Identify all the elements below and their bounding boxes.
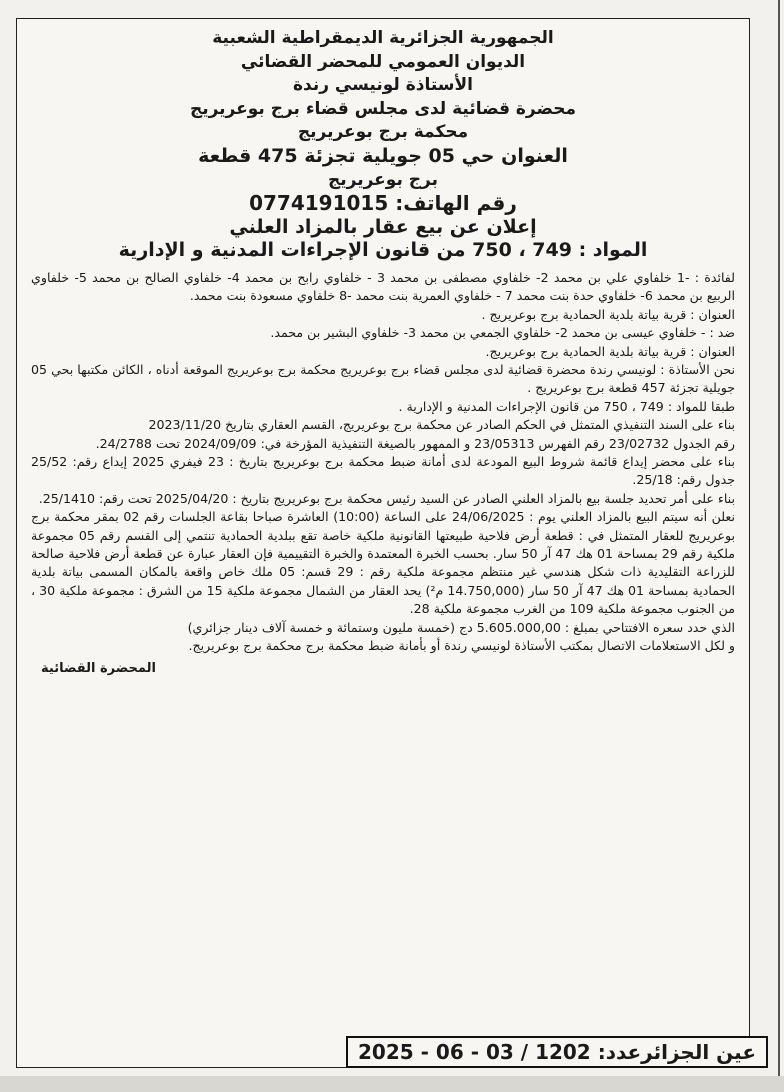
legal-notice-page xyxy=(16,18,750,1068)
notice-title: إعلان عن بيع عقار بالمزاد العلني xyxy=(229,215,537,238)
issue-stamp: عين الجزائرعدد: 1202 / 03 - 06 - 2025 xyxy=(346,1036,768,1068)
bailiff-court: محضرة قضائية لدى مجلس قضاء برج بوعريريج xyxy=(189,98,577,119)
court-name: محكمة برج بوعريريج xyxy=(297,122,469,143)
hearing-order: بناء على أمر تحديد جلسة بيع بالمزاد العلني الصادر عن السيد رئيس محكمة برج بوعريريج بتاريخ : 2025/04/20 تحت رقم: 25/1410. xyxy=(38,490,735,506)
sale-conditions-deposit: بناء على محضر إيداع قائمة شروط البيع المودعة لدى أمانة ضبط محكمة برج بوعريريج بتاريخ : 23 فيفري 2025 إيداع رقم: 25/52 جدول رقم: 25/18. xyxy=(31,454,735,488)
newspaper-footer xyxy=(16,1030,756,1070)
notice-body xyxy=(31,269,735,656)
defendants-address: العنوان : قرية بياتة بلدية الحمادية برج بوعريريج. xyxy=(485,343,735,359)
defendants-paragraph: ضد : - خلفاوي عيسى بن محمد 2- خلفاوي الجمعي بن محمد 3- خلفاوي البشير بن محمد. xyxy=(270,325,735,341)
contact-info: و لكل الاستعلامات الاتصال بمكتب الأستاذة لونيسي رندة أو بأمانة ضبط محكمة برج محكمة برج بوعريريج. xyxy=(188,638,735,654)
judgment-references: رقم الجدول 23/02732 رقم الفهرس 23/05313 و الممهور بالصيغة التنفيذية المؤرخة في: 2024/09/09 تحت 24/2788. xyxy=(95,435,735,451)
office-title: الديوان العمومي للمحضر القضائي xyxy=(240,51,526,72)
page-edge-divider xyxy=(778,0,780,1092)
beneficiaries-paragraph: لفائدة : -1 خلفاوي علي بن محمد 2- خلفاوي مصطفى بن محمد 3 - خلفاوي رابح بن محمد 4- خلفاوي الصالح بن محمد 5- خلفاوي الربيع بن محمد 6- خلفاوي حدة بنت محمد 7 - خلفاوي العمرية بنت محمد -8 خلفاوي مسعودة بنت محمد. xyxy=(31,269,736,304)
sale-announcement: نعلن أنه سيتم البيع بالمزاد العلني يوم : 24/06/2025 على الساعة (10:00) العاشرة صباحا بقاعة الجلسات رقم 02 بمقر محكمة برج بوعريريج للعقار المتمثل في : قطعة أرض فلاحية طبيعتها القانونية ملكية خاصة تقع ببلدية الحمادية تنتمي إلى القسم رقم 05 مجموعة ملكية رقم 29 بمساحة 01 هك 47 آر 50 سار. بحسب الخبرة المعتمدة والخبرة التقييمية فإن العقار عبارة عن قطعة أرض فلاحية صالحة للزراعة التقليدية ذات شكل هندسي غير منتظم مجموعة ملكية رقم : 29 قسم: 05 ملك خاص واقعة بالمكان المسمى بياتة بلدية الحمادية بمساحة 01 هك 47 آر 50 سار (14.750,000 م²) يحد العقار من الشمال مجموعة ملكية 15 من الشرق : مجموعة ملكية 30 ، من الجنوب مجموعة ملكية 109 من الغرب مجموعة ملكية 28. xyxy=(31,509,736,617)
bailiff-statement: نحن الأستاذة : لونيسي رندة محضرة قضائية لدى مجلس قضاء برج بوعريريج محكمة برج بوعريريج الموقعة أدناه ، الكائن مكتبها بحي 05 جويلية تجزئة 457 قطعة برج بوعريريج . xyxy=(31,361,735,396)
bottom-strip xyxy=(0,1076,784,1092)
legal-articles: المواد : 749 ، 750 من قانون الإجراءات المدنية و الإدارية xyxy=(118,239,648,262)
opening-price: الذي حدد سعره الافتتاحي بمبلغ : 5.605.000,00 دج (خمسة مليون وستمائة و خمسة آلاف دينار جزائري) xyxy=(187,619,735,635)
bailiff-name: الأستاذة لونيسي رندة xyxy=(292,75,473,96)
notice-header xyxy=(31,27,735,263)
beneficiaries-address: العنوان : قرية بياتة بلدية الحمادية برج بوعريريج . xyxy=(481,306,735,322)
enforcement-judgment: بناء على السند التنفيذي المتمثل في الحكم الصادر عن محكمة برج بوعريريج، القسم العقاري بتاريخ 2023/11/20 xyxy=(148,417,735,433)
legal-basis: طبقا للمواد : 749 ، 750 من قانون الإجراءات المدنية و الإدارية . xyxy=(398,398,735,414)
phone-number: رقم الهاتف: 0774191015 xyxy=(249,191,517,216)
office-city: برج بوعريريج xyxy=(328,169,438,190)
signature: المحضرة القضائية xyxy=(41,661,156,677)
republic-title: الجمهورية الجزائرية الديمقراطية الشعبية xyxy=(212,28,554,48)
office-address: العنوان حي 05 جويلية تجزئة 475 قطعة xyxy=(198,144,568,167)
